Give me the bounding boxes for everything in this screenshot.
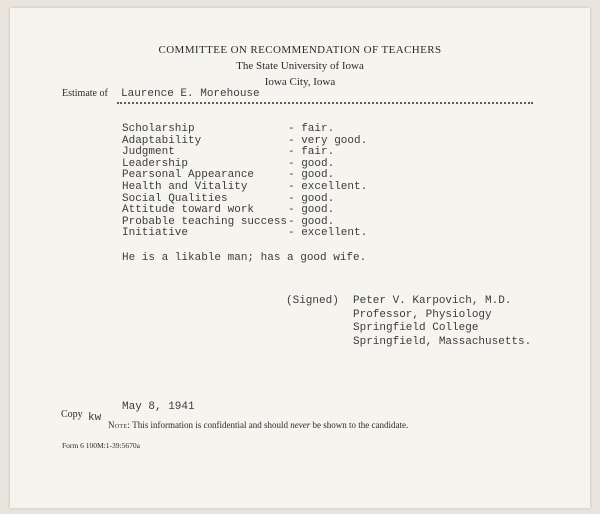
rating-value: - good. <box>288 204 335 217</box>
rating-value: - good. <box>288 157 335 170</box>
rating-trait: Adaptability <box>122 134 202 147</box>
rating-value: - excellent. <box>288 227 368 240</box>
copy-label: Copy <box>61 409 83 420</box>
evaluator-remark: He is a likable man; has a good wife. <box>122 252 367 264</box>
rating-trait: Attitude toward work <box>122 204 255 217</box>
signer-city: Springfield, Massachusetts. <box>353 335 532 348</box>
dotted-rule <box>117 102 533 104</box>
rating-trait: Leadership <box>122 157 189 170</box>
rating-trait: Scholarship <box>122 123 195 135</box>
committee-heading: COMMITTEE ON RECOMMENDATION OF TEACHERS <box>158 44 442 56</box>
rating-trait: Health and Vitality <box>122 180 248 193</box>
rating-value: - good. <box>288 169 335 182</box>
rating-row <box>122 205 422 217</box>
signature-block <box>353 295 531 349</box>
rating-trait: Initiative <box>122 227 189 240</box>
rating-trait: Social Qualities <box>122 192 228 205</box>
signer-name: Peter V. Karpovich, M.D. <box>353 295 512 307</box>
rating-value: - good. <box>288 215 335 228</box>
rating-value: - excellent. <box>288 180 368 193</box>
ratings-list <box>122 124 422 240</box>
signed-label: (Signed) <box>286 295 339 307</box>
signer-institution: Springfield College <box>353 322 479 334</box>
rating-trait: Judgment <box>122 146 175 159</box>
confidentiality-note <box>108 420 408 430</box>
form-code: Form 6 100M:1-39:5670a <box>62 441 140 450</box>
rating-value: - good. <box>288 192 335 205</box>
university-location: Iowa City, Iowa <box>264 76 336 88</box>
rating-value: - fair. <box>288 123 335 135</box>
note-emphasis: never <box>290 420 311 430</box>
document-date: May 8, 1941 <box>122 401 195 413</box>
note-text-before: This information is confidential and should <box>130 420 291 430</box>
rating-row <box>122 124 422 136</box>
rating-trait: Pearsonal Appearance <box>122 169 255 182</box>
candidate-name: Laurence E. Morehouse <box>121 88 260 100</box>
note-text-after: be shown to the candidate. <box>310 420 409 430</box>
note-label: Note: <box>108 420 131 430</box>
rating-value: - fair. <box>288 146 335 159</box>
copy-initials: kw <box>88 412 102 424</box>
rating-row <box>122 228 422 240</box>
estimate-label: Estimate of <box>62 88 108 99</box>
signer-title: Professor, Physiology <box>353 308 492 321</box>
rating-value: - very good. <box>288 134 368 147</box>
rating-row <box>122 182 422 194</box>
rating-trait: Probable teaching success <box>122 215 288 228</box>
university-name: The State University of Iowa <box>236 60 364 72</box>
